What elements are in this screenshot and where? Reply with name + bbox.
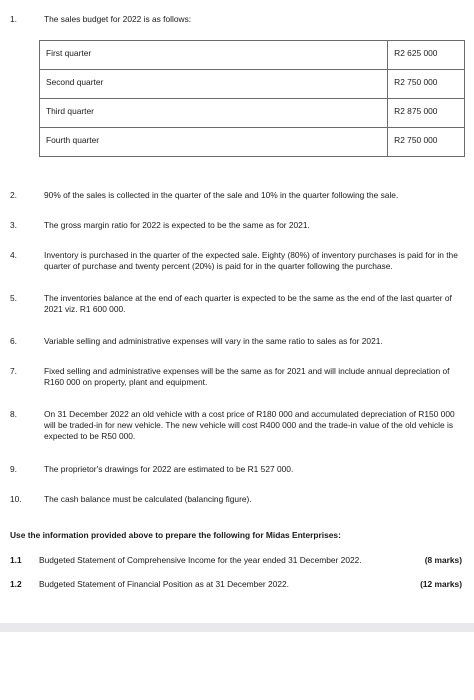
item-number: 4.: [10, 250, 17, 260]
item-text: The cash balance must be calculated (balancing figure).: [44, 494, 252, 504]
sales-budget-table: [39, 40, 465, 157]
task-marks: (8 marks): [424, 555, 462, 565]
item-text: The proprietor's drawings for 2022 are estimated to be R1 527 000.: [44, 464, 294, 474]
table-row: [40, 41, 465, 70]
table-row: [40, 99, 465, 128]
table-row: [40, 70, 465, 99]
item-text: Inventory is purchased in the quarter of the expected sale. Eighty (80%) of inventory purchases is paid for in the quarter of purchase and twenty percent (20%) is paid for in the quarter following the purchase.: [44, 250, 458, 271]
instruction-heading: Use the information provided above to prepare the following for Midas Enterprises:: [10, 530, 341, 540]
task-text: Budgeted Statement of Financial Position as at 31 December 2022.: [39, 579, 290, 589]
item-number: 5.: [10, 293, 17, 303]
item-number: 1.: [10, 14, 17, 24]
item-text: On 31 December 2022 an old vehicle with a cost price of R180 000 and accumulated depreciation of R150 000 will be traded-in for new vehicle. The new vehicle will cost R400 000 and the trade-in value of the old vehicle is expected to be R50 000.: [44, 409, 455, 441]
quarter-cell: Fourth quarter: [40, 128, 388, 157]
quarter-cell: Second quarter: [40, 70, 388, 99]
amount-cell: R2 625 000: [388, 41, 465, 70]
quarter-cell: Third quarter: [40, 99, 388, 128]
page-divider: [0, 623, 474, 632]
item-number: 6.: [10, 336, 17, 346]
item-text: 90% of the sales is collected in the quarter of the sale and 10% in the quarter following the sale.: [44, 190, 399, 200]
table-row: [40, 128, 465, 157]
item-number: 3.: [10, 220, 17, 230]
item-number: 8.: [10, 409, 17, 419]
task-number: 1.1: [10, 555, 22, 565]
amount-cell: R2 750 000: [388, 128, 465, 157]
task-marks: (12 marks): [420, 579, 462, 589]
quarter-cell: First quarter: [40, 41, 388, 70]
item-text: The inventories balance at the end of each quarter is expected to be the same as the end of the last quarter of 2021 viz. R1 600 000.: [44, 293, 452, 314]
amount-cell: R2 750 000: [388, 70, 465, 99]
item-text: Variable selling and administrative expenses will vary in the same ratio to sales as for 2021.: [44, 336, 383, 346]
item-number: 10.: [10, 494, 22, 504]
intro-text: The sales budget for 2022 is as follows:: [44, 14, 192, 24]
item-text: Fixed selling and administrative expenses will be the same as for 2021 and will include annual depreciation of R160 000 on property, plant and equipment.: [44, 366, 450, 387]
item-number: 9.: [10, 464, 17, 474]
task-number: 1.2: [10, 579, 22, 589]
item-number: 2.: [10, 190, 17, 200]
item-text: The gross margin ratio for 2022 is expected to be the same as for 2021.: [44, 220, 310, 230]
task-text: Budgeted Statement of Comprehensive Income for the year ended 31 December 2022.: [39, 555, 362, 565]
item-number: 7.: [10, 366, 17, 376]
amount-cell: R2 875 000: [388, 99, 465, 128]
